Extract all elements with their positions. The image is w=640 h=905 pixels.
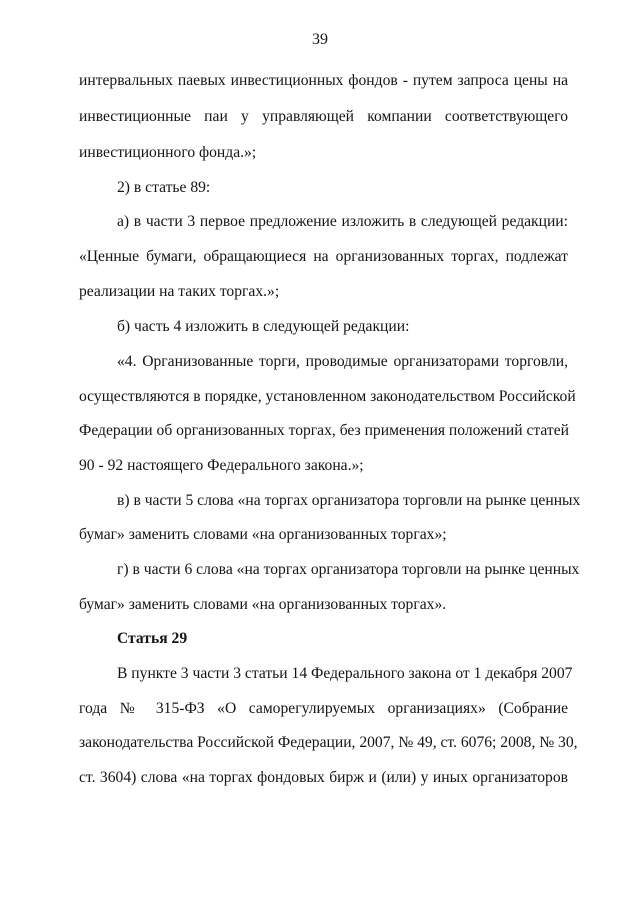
text-line: 90 - 92 настоящего Федерального закона.»; bbox=[79, 457, 364, 474]
text-line: а) в части 3 первое предложение изложить в следующей редакции: bbox=[117, 213, 568, 230]
page-number: 39 bbox=[312, 31, 328, 48]
text-line: бумаг» заменить словами «на организованных торгах». bbox=[79, 596, 447, 613]
text-line: б) часть 4 изложить в следующей редакции: bbox=[117, 318, 410, 335]
text-line: Федерации об организованных торгах, без применения положений статей bbox=[79, 422, 569, 439]
text-line: года № 315-ФЗ «О саморегулируемых организациях» (Собрание bbox=[79, 700, 568, 717]
text-line: ст. 3604) слова «на торгах фондовых бирж и (или) у иных организаторов bbox=[79, 769, 568, 786]
text-line: «4. Организованные торги, проводимые организаторами торговли, bbox=[117, 353, 568, 370]
text-line: реализации на таких торгах.»; bbox=[79, 283, 280, 300]
text-line: В пункте 3 части 3 статьи 14 Федерального закона от 1 декабря 2007 bbox=[117, 665, 573, 682]
text-line: 2) в статье 89: bbox=[117, 179, 211, 196]
text-line: инвестиционного фонда.»; bbox=[79, 144, 257, 161]
text-line: интервальных паевых инвестиционных фондов - путем запроса цены на bbox=[79, 72, 568, 89]
article-heading: Статья 29 bbox=[117, 630, 188, 647]
text-line: осуществляются в порядке, установленном законодательством Российской bbox=[79, 388, 576, 405]
text-line: инвестиционные паи у управляющей компании соответствующего bbox=[79, 108, 568, 125]
text-line: г) в части 6 слова «на торгах организатора торговли на рынке ценных bbox=[117, 561, 580, 578]
text-line: законодательства Российской Федерации, 2007, № 49, ст. 6076; 2008, № 30, bbox=[79, 734, 578, 751]
text-line: «Ценные бумаги, обращающиеся на организованных торгах, подлежат bbox=[79, 248, 568, 265]
text-line: в) в части 5 слова «на торгах организатора торговли на рынке ценных bbox=[117, 492, 581, 509]
text-line: бумаг» заменить словами «на организованных торгах»; bbox=[79, 526, 447, 543]
